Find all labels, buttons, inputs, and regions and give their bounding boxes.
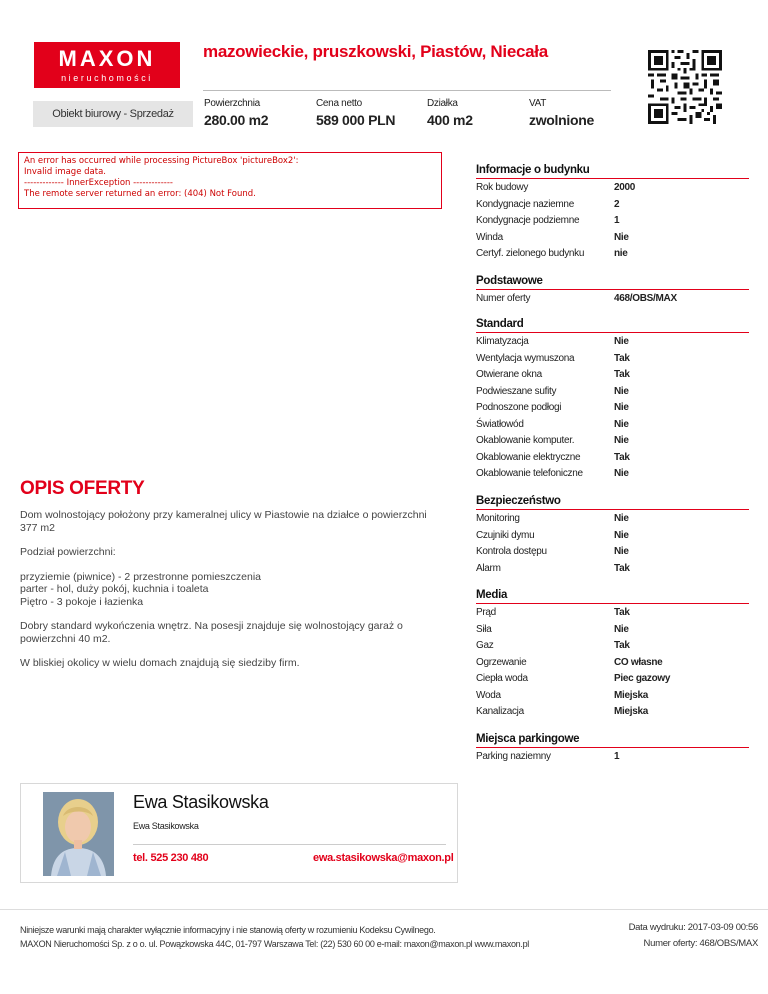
error-line: Invalid image data. — [24, 167, 106, 177]
stat-label: VAT — [529, 98, 547, 109]
info-row — [476, 704, 749, 721]
footer-offer-number: Numer oferty: 468/OBS/MAX — [643, 938, 758, 949]
row-value: Nie — [614, 231, 629, 243]
section-title: Miejsca parkingowe — [476, 732, 749, 748]
row-key: Okablowanie komputer. — [476, 435, 575, 446]
section-bezpieczenstwo — [476, 494, 749, 577]
row-value: Nie — [614, 623, 629, 635]
info-row — [476, 367, 749, 384]
row-key: Podwieszane sufity — [476, 385, 557, 397]
description-paragraph: przyziemie (piwnice) - 2 przestronne pomieszczenia parter - hol, duży pokój, kuchnia i toaleta Piętro - 3 pokoje i łazienka — [20, 570, 262, 608]
row-value: nie — [614, 248, 628, 259]
row-value: 2 — [614, 198, 620, 210]
row-value: Tak — [614, 369, 630, 380]
row-key: Kontrola dostępu — [476, 546, 547, 557]
row-value: Piec gazowy — [614, 673, 671, 684]
info-row — [476, 622, 749, 639]
row-key: Czujniki dymu — [476, 529, 535, 541]
error-line: An error has occurred while processing PictureBox 'pictureBox2': — [24, 156, 299, 166]
description-paragraph: W bliskiej okolicy w wielu domach znajdują się siedziby firm. — [20, 657, 300, 669]
stat-value: zwolnione — [529, 112, 594, 128]
footer-meta — [629, 920, 758, 952]
row-value: Tak — [614, 352, 630, 364]
footer-disclaimer — [20, 923, 529, 951]
row-key: Gaz — [476, 640, 494, 651]
info-row — [476, 384, 749, 401]
agent-photo — [43, 792, 114, 876]
logo-sub-text: nieruchomości — [61, 73, 153, 83]
info-row — [476, 688, 749, 705]
row-key: Rok budowy — [476, 182, 529, 193]
row-value: Tak — [614, 451, 630, 463]
row-key: Podnoszone podłogi — [476, 402, 562, 413]
row-key: Światłowód — [476, 418, 524, 430]
row-key: Wentylacja wymuszona — [476, 352, 575, 364]
info-row — [476, 638, 749, 655]
info-row — [476, 334, 749, 351]
stat-value: 280.00 m2 — [204, 112, 269, 128]
row-value: Nie — [614, 336, 629, 347]
row-value: Nie — [614, 546, 629, 557]
info-row — [476, 246, 749, 263]
info-row — [476, 655, 749, 672]
error-line: The remote server returned an error: (404) Not Found. — [24, 189, 256, 199]
row-value: Nie — [614, 468, 629, 479]
row-value: 468/OBS/MAX — [614, 293, 677, 304]
description-paragraph: Dobry standard wykończenia wnętrz. Na posesji znajduje się wolnostojący garaż o powierzchni 40 m2. — [20, 620, 403, 645]
row-value: 2000 — [614, 182, 636, 193]
row-value: Nie — [614, 402, 629, 413]
info-row — [476, 417, 749, 434]
section-parking — [476, 732, 749, 766]
footer-line: MAXON Nieruchomości Sp. z o o. ul. Powązkowska 44C, 01-797 Warszawa Tel: (22) 530 60 00 e-mail: maxon@maxon.pl www.maxon.pl — [20, 939, 529, 949]
row-value: Nie — [614, 418, 629, 430]
info-row — [476, 466, 749, 483]
info-row — [476, 511, 749, 528]
footer-divider — [0, 909, 768, 910]
info-row — [476, 180, 749, 197]
section-title: Media — [476, 588, 749, 604]
row-key: Ciepła woda — [476, 673, 528, 684]
row-key: Parking naziemny — [476, 751, 551, 762]
agent-email-link[interactable]: ewa.stasikowska@maxon.pl — [313, 852, 454, 864]
info-row — [476, 213, 749, 230]
info-row — [476, 561, 749, 578]
row-key: Kondygnacje naziemne — [476, 198, 574, 210]
info-row — [476, 605, 749, 622]
info-row — [476, 291, 749, 308]
row-key: Kanalizacja — [476, 706, 524, 717]
row-value: Nie — [614, 513, 629, 524]
row-key: Klimatyzacja — [476, 336, 529, 347]
qr-code-icon — [648, 50, 722, 124]
agent-divider — [133, 844, 446, 845]
error-line: ------------- InnerException ------------- — [24, 178, 173, 188]
row-value: Tak — [614, 607, 630, 618]
description-body — [20, 509, 440, 682]
info-row — [476, 400, 749, 417]
info-row — [476, 450, 749, 467]
section-title: Bezpieczeństwo — [476, 494, 749, 510]
section-media — [476, 588, 749, 721]
row-key: Woda — [476, 689, 501, 701]
agent-subtitle: Ewa Stasikowska — [133, 821, 199, 831]
maxon-logo — [34, 42, 180, 88]
row-value: Miejska — [614, 689, 649, 701]
info-row — [476, 544, 749, 561]
description-paragraph: Podział powierzchni: — [20, 546, 116, 558]
stat-powierzchnia — [204, 98, 268, 128]
stat-cena — [316, 98, 395, 128]
stat-dzialka — [427, 98, 473, 128]
section-title: Informacje o budynku — [476, 163, 749, 179]
offer-type-badge: Obiekt biurowy - Sprzedaż — [33, 101, 193, 127]
description-paragraph: Dom wolnostojący położony przy kameralnej ulicy w Piastowie na działce o powierzchni 377 m2 — [20, 509, 427, 534]
info-row — [476, 230, 749, 247]
section-title: Standard — [476, 317, 749, 333]
footer-line: Niniejsze warunki mają charakter wyłącznie informacyjny i nie stanowią oferty w rozumieniu Kodeksu Cywilnego. — [20, 925, 436, 935]
row-key: Okablowanie telefoniczne — [476, 468, 583, 479]
header-divider — [203, 90, 611, 91]
row-value: 1 — [614, 215, 620, 226]
stat-value: 589 000 PLN — [316, 112, 396, 128]
row-key: Otwierane okna — [476, 369, 542, 380]
description-title: OPIS OFERTY — [20, 478, 145, 499]
row-key: Certyf. zielonego budynku — [476, 248, 585, 259]
row-value: 1 — [614, 751, 620, 762]
stat-vat — [529, 98, 594, 128]
row-key: Ogrzewanie — [476, 656, 527, 668]
print-date: Data wydruku: 2017-03-09 00:56 — [628, 922, 758, 933]
section-standard — [476, 317, 749, 483]
section-budynek — [476, 163, 749, 263]
stat-label: Powierzchnia — [204, 98, 260, 109]
section-podstawowe — [476, 274, 749, 308]
info-row — [476, 528, 749, 545]
info-row — [476, 671, 749, 688]
row-key: Prąd — [476, 607, 496, 618]
row-value: Nie — [614, 435, 629, 446]
stat-label: Działka — [427, 98, 458, 109]
stat-value: 400 m2 — [427, 112, 473, 128]
offer-address: mazowieckie, pruszkowski, Piastów, Niecała — [203, 42, 548, 61]
agent-phone-link[interactable]: tel. 525 230 480 — [133, 852, 209, 864]
info-row — [476, 197, 749, 214]
row-value: Nie — [614, 529, 629, 541]
row-key: Numer oferty — [476, 293, 531, 304]
row-key: Alarm — [476, 562, 501, 574]
row-key: Monitoring — [476, 513, 520, 524]
row-value: Tak — [614, 562, 630, 574]
row-value: Miejska — [614, 706, 649, 717]
row-value: Tak — [614, 640, 630, 651]
logo-main-text: MAXON — [58, 46, 156, 71]
row-value: Nie — [614, 385, 629, 397]
row-key: Kondygnacje podziemne — [476, 215, 580, 226]
info-row — [476, 749, 749, 766]
agent-name: Ewa Stasikowska — [133, 792, 269, 812]
info-row — [476, 433, 749, 450]
row-key: Okablowanie elektryczne — [476, 451, 581, 463]
agent-card — [20, 783, 458, 883]
row-value: CO własne — [614, 656, 663, 668]
stat-label: Cena netto — [316, 98, 362, 109]
section-title: Podstawowe — [476, 274, 749, 290]
info-row — [476, 351, 749, 368]
row-key: Siła — [476, 623, 492, 635]
image-error-box — [18, 152, 442, 209]
row-key: Winda — [476, 231, 503, 243]
